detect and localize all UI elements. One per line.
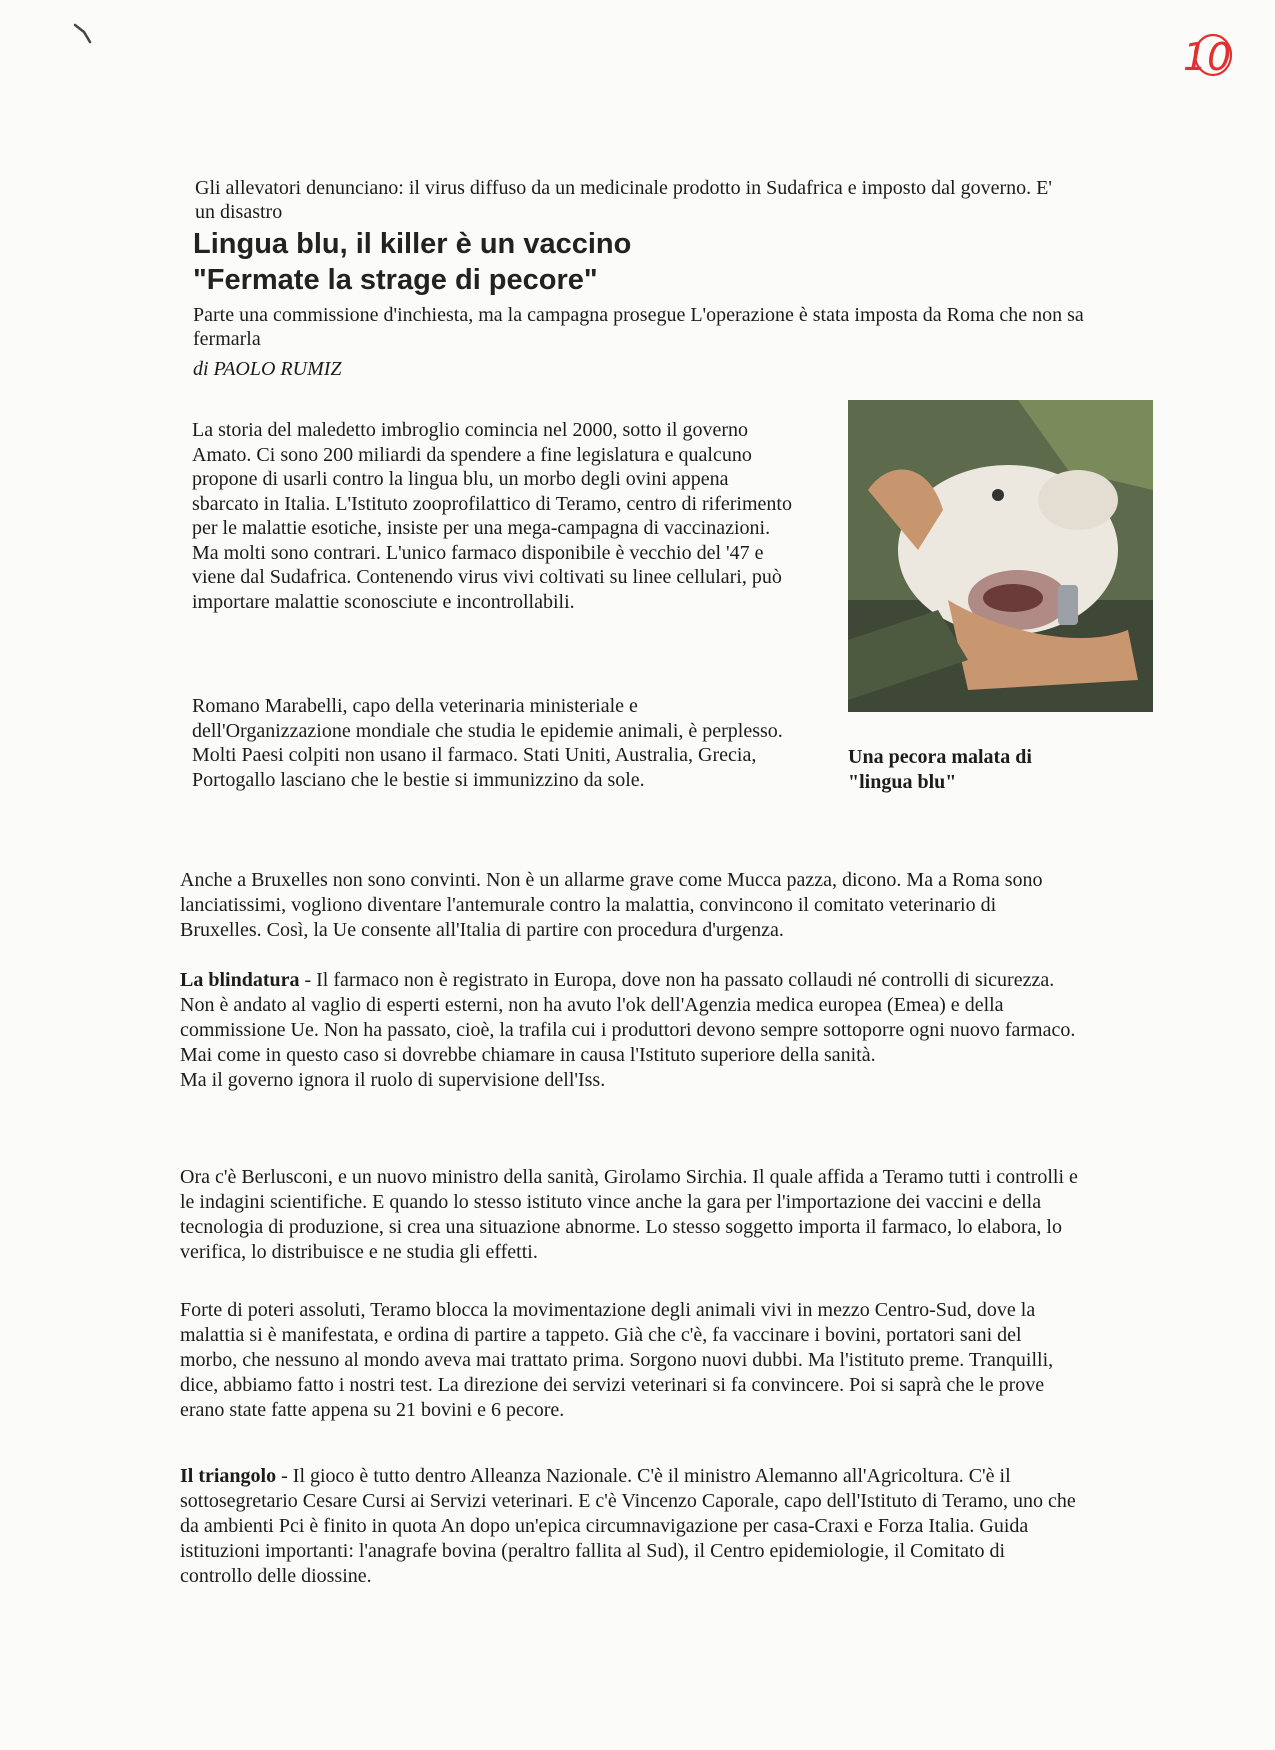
- sheep-photo: [848, 400, 1153, 712]
- staple-mark-icon: [72, 22, 102, 52]
- byline: di PAOLO RUMIZ: [193, 358, 342, 380]
- paragraph-7: [180, 1464, 1080, 1589]
- paragraph-4-text: - Il farmaco non è registrato in Europa, dove non ha passato collaudi né controlli di sicurezza. Non è andato al vaglio di esperti esterni, non ha avuto l'ok dell'Agenzia medica europea (Emea) e della commissione Ue. Non ha passato, cioè, la trafila cui i produttori devono sempre sottoporre ogni nuovo farmaco. Mai come in questo caso si dovrebbe chiamare in causa l'Istituto superiore della sanità.: [180, 969, 1076, 1066]
- paragraph-1: La storia del maledetto imbroglio comincia nel 2000, sotto il governo Amato. Ci sono 200 miliardi da spendere a fine legislatura e qualcuno propone di usarli contro la lingua blu, un morbo degli ovini appena sbarcato in Italia. L'Istituto zooprofilattico di Teramo, centro di riferimento per le malattie esotiche, insiste per una mega-campagna di vaccinazioni. Ma molti sono contrari. L'unico farmaco disponibile è vecchio del '47 e viene dal Sudafrica. Contenendo virus vivi coltivati su linee cellulari, può importare malattie sconosciute e incontrollabili.: [192, 419, 792, 613]
- paragraph-4: [180, 968, 1080, 1093]
- paragraph-7-text: - Il gioco è tutto dentro Alleanza Nazionale. C'è il ministro Alemanno all'Agricoltura. C'è il sottosegretario Cesare Cursi ai Servizi veterinari. E c'è Vincenzo Caporale, capo dell'Istituto di Teramo, uno che da ambienti Pci è finito in quota An dopo un'epica circumnavigazione per casa-Craxi e Forza Italia. Guida istituzioni importanti: l'anagrafe bovina (peraltro fallita al Sud), il Centro epidemiologie, il Comitato di controllo delle diossine.: [180, 1465, 1076, 1587]
- subheadline: Parte una commissione d'inchiesta, ma la campagna prosegue L'operazione è stata imposta da Roma che non sa fermarla: [193, 304, 1084, 350]
- page-number-circle-icon: [1165, 28, 1245, 88]
- photo-caption: Una pecora malata di "lingua blu": [848, 746, 1032, 793]
- kicker-text: Gli allevatori denunciano: il virus diffuso da un medicinale prodotto in Sudafrica e imposto dal governo. E' un disastro: [195, 177, 1052, 223]
- headline-line-1: Lingua blu, il killer è un vaccino: [193, 228, 632, 260]
- headline: [193, 226, 1073, 298]
- headline-line-2: "Fermate la strage di pecore": [193, 264, 598, 296]
- paragraph-5: Ora c'è Berlusconi, e un nuovo ministro della sanità, Girolamo Sirchia. Il quale affida a Teramo tutti i controlli e le indagini scientifiche. E quando lo stesso istituto vince anche la gara per l'importazione dei vaccini e della tecnologia di produzione, si crea una situazione abnorme. Lo stesso soggetto importa il farmaco, lo elabora, lo verifica, lo distribuisce e ne studia gli effetti.: [180, 1166, 1078, 1263]
- paragraph-4-continued: Ma il governo ignora il ruolo di supervisione dell'Iss.: [180, 1069, 606, 1091]
- paragraph-2: Romano Marabelli, capo della veterinaria ministeriale e dell'Organizzazione mondiale che studia le epidemie animali, è perplesso. Molti Paesi colpiti non usano il farmaco. Stati Uniti, Australia, Grecia, Portogallo lasciano che le bestie si immunizzino da sole.: [192, 695, 783, 791]
- paragraph-3: Anche a Bruxelles non sono convinti. Non è un allarme grave come Mucca pazza, dicono. Ma a Roma sono lanciatissimi, vogliono diventare l'antemurale contro la malattia, convincono il comitato veterinario di Bruxelles. Così, la Ue consente all'Italia di partire con procedura d'urgenza.: [180, 869, 1043, 941]
- page-number-text: 10: [1183, 35, 1232, 79]
- handwritten-page-number: [1165, 28, 1245, 88]
- section-lead-blindatura: La blindatura: [180, 969, 300, 991]
- paragraph-6: Forte di poteri assoluti, Teramo blocca la movimentazione degli animali vivi in mezzo Centro-Sud, dove la malattia si è manifestata, e ordina di partire a tappeto. Già che c'è, fa vaccinare i bovini, portatori sani del morbo, che nessuno al mondo aveva mai trattato prima. Sorgono nuovi dubbi. Ma l'istituto preme. Tranquilli, dice, abbiamo fatto i nostri test. La direzione dei servizi veterinari si fa convincere. Poi si saprà che le prove erano state fatte appena su 21 bovini e 6 pecore.: [180, 1299, 1054, 1421]
- sheep-photo-icon: [848, 400, 1153, 712]
- section-lead-triangolo: Il triangolo: [180, 1465, 277, 1487]
